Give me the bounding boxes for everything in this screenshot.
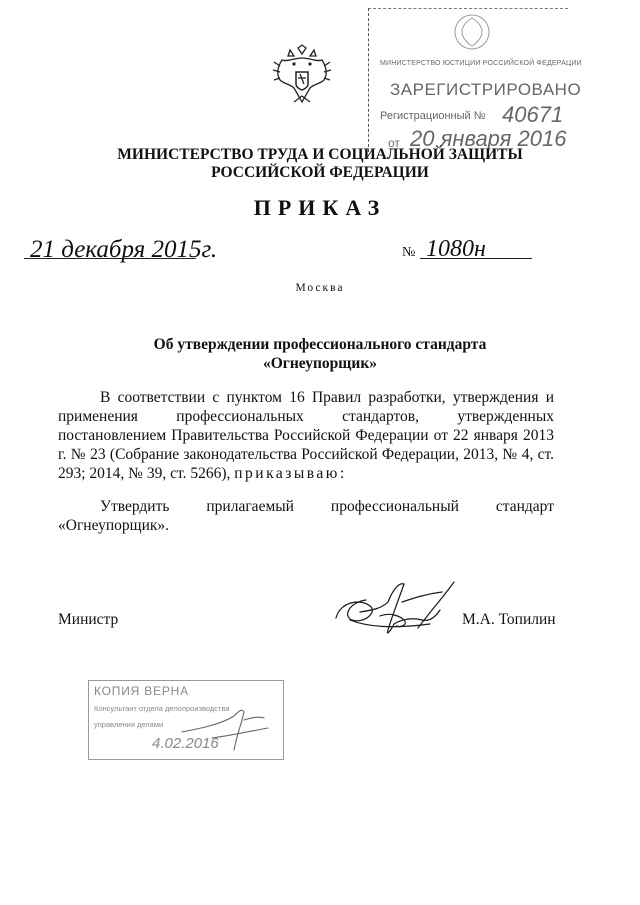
signatory-name: М.А. Топилин — [462, 611, 556, 628]
preamble-text: В соответствии с пунктом 16 Правил разработки, утверждения и применения профессиональных стандартов, утвержденных постановлением Правительства Российской Федерации от 22 января 2013 г. № 23 (Собрание законодательства Российской Федерации, 2013, № 4, ст. 293; 2014, № 39, ст. 5266), — [58, 389, 554, 482]
stamp-emblem-icon — [452, 10, 492, 54]
subject-line1: Об утверждении профессионального стандарта — [153, 336, 487, 353]
copy-verified-stamp — [88, 680, 284, 760]
order-subject — [0, 335, 640, 373]
ministry-title-line2: РОССИЙСКОЙ ФЕДЕРАЦИИ — [211, 164, 429, 181]
city: Москва — [295, 282, 345, 294]
ministry-title-line1: МИНИСТЕРСТВО ТРУДА И СОЦИАЛЬНОЙ ЗАЩИТЫ — [117, 146, 523, 163]
stamp-date: 20 января 2016 — [410, 126, 567, 151]
signatory-title: Министр — [58, 611, 119, 628]
coat-of-arms-icon — [272, 44, 332, 108]
stamp-date-prefix: от — [388, 136, 400, 150]
preamble-paragraph — [58, 388, 554, 483]
order-number-label: № — [402, 245, 416, 260]
registration-stamp — [368, 8, 582, 152]
number-underline — [420, 258, 532, 259]
subject-line2: «Огнеупорщик» — [262, 355, 378, 372]
stamp-reg-number: 40671 — [502, 102, 564, 127]
stamp-registered: ЗАРЕГИСТРИРОВАНО — [390, 80, 582, 99]
minister-signature — [330, 572, 470, 656]
stamp-reg-number-label: Регистрационный № — [380, 110, 486, 122]
copy-stamp-line1: Консультант отдела делопроизводства — [94, 704, 230, 713]
order-number: 1080н — [426, 236, 486, 262]
ministry-title — [0, 146, 640, 182]
decision-paragraph: Утвердить прилагаемый профессиональный стандарт «Огнеупорщик». — [58, 498, 554, 534]
stamp-ministry-line: МИНИСТЕРСТВО ЮСТИЦИИ РОССИЙСКОЙ ФЕДЕРАЦИИ — [380, 60, 582, 67]
copy-stamp-title: КОПИЯ ВЕРНА — [94, 684, 189, 698]
copy-stamp-signature — [172, 698, 282, 758]
copy-stamp-line2: управления делами — [94, 720, 164, 729]
copy-stamp-date: 4.02.2016 — [152, 735, 219, 752]
document-type: ПРИКАЗ — [253, 195, 387, 220]
order-date: 21 декабря 2015г. — [30, 236, 218, 263]
decree-word: приказываю: — [234, 465, 347, 482]
date-underline — [24, 258, 196, 259]
